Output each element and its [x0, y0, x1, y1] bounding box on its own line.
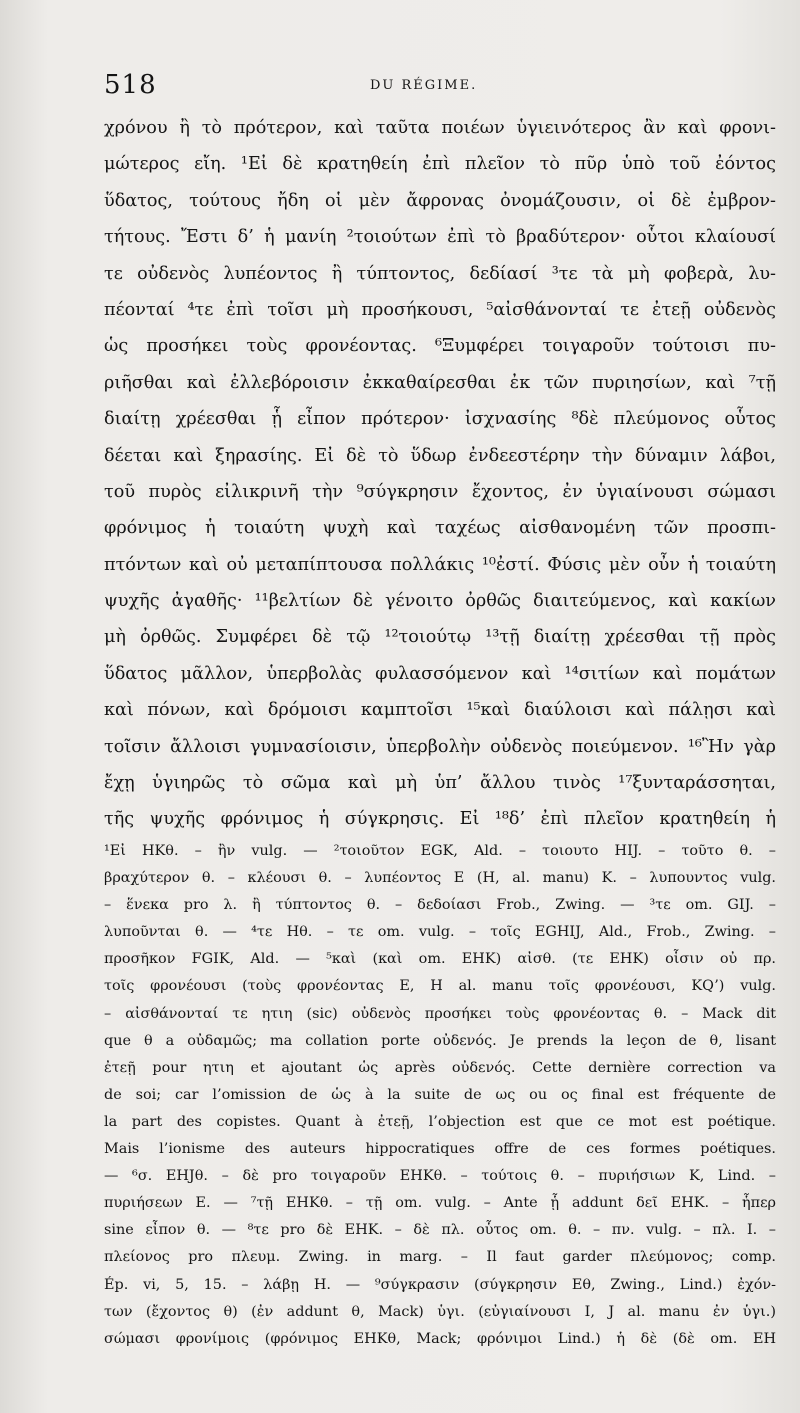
page-number: 518 — [104, 70, 157, 100]
running-title: DU RÉGIME. — [370, 78, 478, 93]
footnote-line: Mais l’ionisme des auteurs hippocratiques offre de ces formes poétiques. — [104, 1141, 776, 1158]
text-line: πτόντων καὶ οὐ μεταπίπτουσα πολλάκις ¹⁰ἐστί. Φύσις μὲν οὖν ἡ τοιαύτη — [104, 554, 776, 575]
text-line: ὕδατος, τούτους ἤδη οἱ μὲν ἄφρονας ὀνομάζουσιν, οἱ δὲ ἐμβρον- — [104, 190, 776, 211]
footnote-line: sine εἶπον θ. — ⁸τε pro δὲ EHK. – δὲ πλ. οὗτος om. θ. – πν. vulg. – πλ. I. – — [104, 1222, 776, 1239]
footnote-line: σώμασι φρονίμοις (φρόνιμος EHKθ, Mack; φρόνιμοι Lind.) ἡ δὲ (δὲ om. EH — [104, 1330, 776, 1347]
footnote-line: – ἕνεκα pro λ. ἢ τύπτοντος θ. – δεδοίασι Frob., Zwing. — ³τε om. GIJ. – — [104, 897, 776, 914]
text-line: μώτερος εἴη. ¹Εἰ δὲ κρατηθείη ἐπὶ πλεῖον τὸ πῦρ ὑπὸ τοῦ ἐόντος — [104, 154, 776, 175]
footnote-line: — ⁶σ. EHJθ. – δὲ pro τοιγαροῦν EHKθ. – τούτοις θ. – πυριήσιων K, Lind. – — [104, 1168, 776, 1185]
running-head — [104, 70, 764, 106]
critical-apparatus-footnotes — [104, 838, 776, 1353]
text-line: χρόνου ἢ τὸ πρότερον, καὶ ταῦτα ποιέων ὑγιεινότερος ἂν καὶ φρονι- — [104, 118, 776, 138]
footnote-line: προσῆκον FGIK, Ald. — ⁵καὶ (καὶ om. EHK) αἰσθ. (τε EHK) οἷσιν οὐ πρ. — [104, 951, 776, 968]
text-line: ψυχῆς ἀγαθῆς· ¹¹βελτίων δὲ γένοιτο ὀρθῶς διαιτεύμενος, καὶ κακίων — [104, 591, 776, 612]
text-line: διαίτῃ χρέεσθαι ᾗ εἶπον πρότερον· ἰσχνασίης ⁸δὲ πλεύμονος οὗτος — [104, 409, 776, 430]
footnote-line: των (ἔχοντος θ) (ἐν addunt θ, Mack) ὑγι. (εὐγιαίνουσι I, J al. manu ἐν ὑγι.) — [104, 1303, 776, 1320]
text-line: τε οὐδενὸς λυπέοντος ἢ τύπτοντος, δεδίασί ³τε τὰ μὴ φοβερὰ, λυ- — [104, 263, 776, 284]
footnote-line: la part des copistes. Quant à ἐτεῇ, l’objection est que ce mot est poétique. — [104, 1113, 776, 1130]
footnote-line: de soi; car l’omission de ὡς à la suite de ως ou ος final est fréquente de — [104, 1086, 776, 1103]
text-line: τῆς ψυχῆς φρόνιμος ἡ σύγκρησις. Εἰ ¹⁸δ’ ἐπὶ πλεῖον κρατηθείη ἡ — [104, 809, 776, 830]
footnote-line: ἐτεῇ pour ητιη et ajoutant ὡς après οὐδενός. Cette dernière correction va — [104, 1059, 776, 1076]
main-greek-text — [104, 110, 776, 838]
text-line: δέεται καὶ ξηρασίης. Εἰ δὲ τὸ ὕδωρ ἐνδεεστέρην τὴν δύναμιν λάβοι, — [104, 445, 776, 466]
text-line: πέονταί ⁴τε ἐπὶ τοῖσι μὴ προσήκουσι, ⁵αἰσθάνονταί τε ἐτεῇ οὐδενὸς — [104, 299, 776, 320]
footnote-line: βραχύτερον θ. – κλέουσι θ. – λυπέοντος E (H, al. manu) K. – λυπουντος vulg. — [104, 870, 776, 887]
footnote-line: ¹Εἰ HKθ. – ἢν vulg. — ²τοιοῦτον EGK, Ald. – τοιουτο HIJ. – τοῦτο θ. – — [104, 843, 776, 859]
text-line: τοῦ πυρὸς εἰλικρινῆ τὴν ⁹σύγκρησιν ἔχοντος, ἐν ὑγιαίνουσι σώμασι — [104, 481, 776, 502]
text-line: τοῖσιν ἄλλοισι γυμνασίοισιν, ὑπερβολὴν οὐδενὸς ποιεύμενον. ¹⁶Ἢν γὰρ — [104, 736, 776, 757]
text-line: ὡς προσήκει τοὺς φρονέοντας. ⁶Ξυμφέρει τοιγαροῦν τούτοισι πυ- — [104, 336, 776, 357]
text-line: ἔχῃ ὑγιηρῶς τὸ σῶμα καὶ μὴ ὑπ’ ἄλλου τινὸς ¹⁷ξυνταράσσηται, — [104, 773, 776, 794]
text-line: μὴ ὀρθῶς. Συμφέρει δὲ τῷ ¹²τοιούτῳ ¹³τῇ διαίτῃ χρέεσθαι τῇ πρὸς — [104, 627, 776, 648]
footnote-line: πλείονος pro πλευμ. Zwing. in marg. – Il faut garder πλεύμονος; comp. — [104, 1249, 776, 1266]
footnote-line: λυποῦνται θ. — ⁴τε Hθ. – τε om. vulg. – τοῖς EGHIJ, Ald., Frob., Zwing. – — [104, 924, 776, 941]
footnote-line: πυριήσεων E. — ⁷τῇ EHKθ. – τῇ om. vulg. – Ante ᾗ addunt δεῖ EHK. – ἧπερ — [104, 1195, 776, 1212]
footnote-line: que θ a οὐδαμῶς; ma collation porte οὐδενός. Je prends la leçon de θ, lisant — [104, 1032, 776, 1049]
footnote-line: Ép. vi, 5, 15. – λάβῃ H. — ⁹σύγκρασιν (σύγκρησιν Eθ, Zwing., Lind.) ἐχόν- — [104, 1276, 776, 1293]
text-line: ριῆσθαι καὶ ἐλλεβόροισιν ἐκκαθαίρεσθαι ἐκ τῶν πυριησίων, καὶ ⁷τῇ — [104, 372, 776, 393]
text-line: φρόνιμος ἡ τοιαύτη ψυχὴ καὶ ταχέως αἰσθανομένη τῶν προσπι- — [104, 518, 776, 539]
text-line: τήτους. Ἔστι δ’ ἡ μανίη ²τοιούτων ἐπὶ τὸ βραδύτερον· οὗτοι κλαίουσί — [104, 227, 776, 248]
text-line: καὶ πόνων, καὶ δρόμοισι καμπτοῖσι ¹⁵καὶ διαύλοισι καὶ πάλῃσι καὶ — [104, 700, 776, 721]
footnote-line: τοῖς φρονέουσι (τοὺς φρονέοντας E, H al. manu τοῖς φρονέουσι, KQ’) vulg. — [104, 978, 776, 995]
text-line: ὕδατος μᾶλλον, ὑπερβολὰς φυλασσόμενον καὶ ¹⁴σιτίων καὶ πομάτων — [104, 663, 776, 684]
footnote-line: – αἰσθάνονταί τε ητιη (sic) οὐδενὸς προσήκει τοὺς φρονέοντας θ. – Mack dit — [104, 1005, 776, 1022]
